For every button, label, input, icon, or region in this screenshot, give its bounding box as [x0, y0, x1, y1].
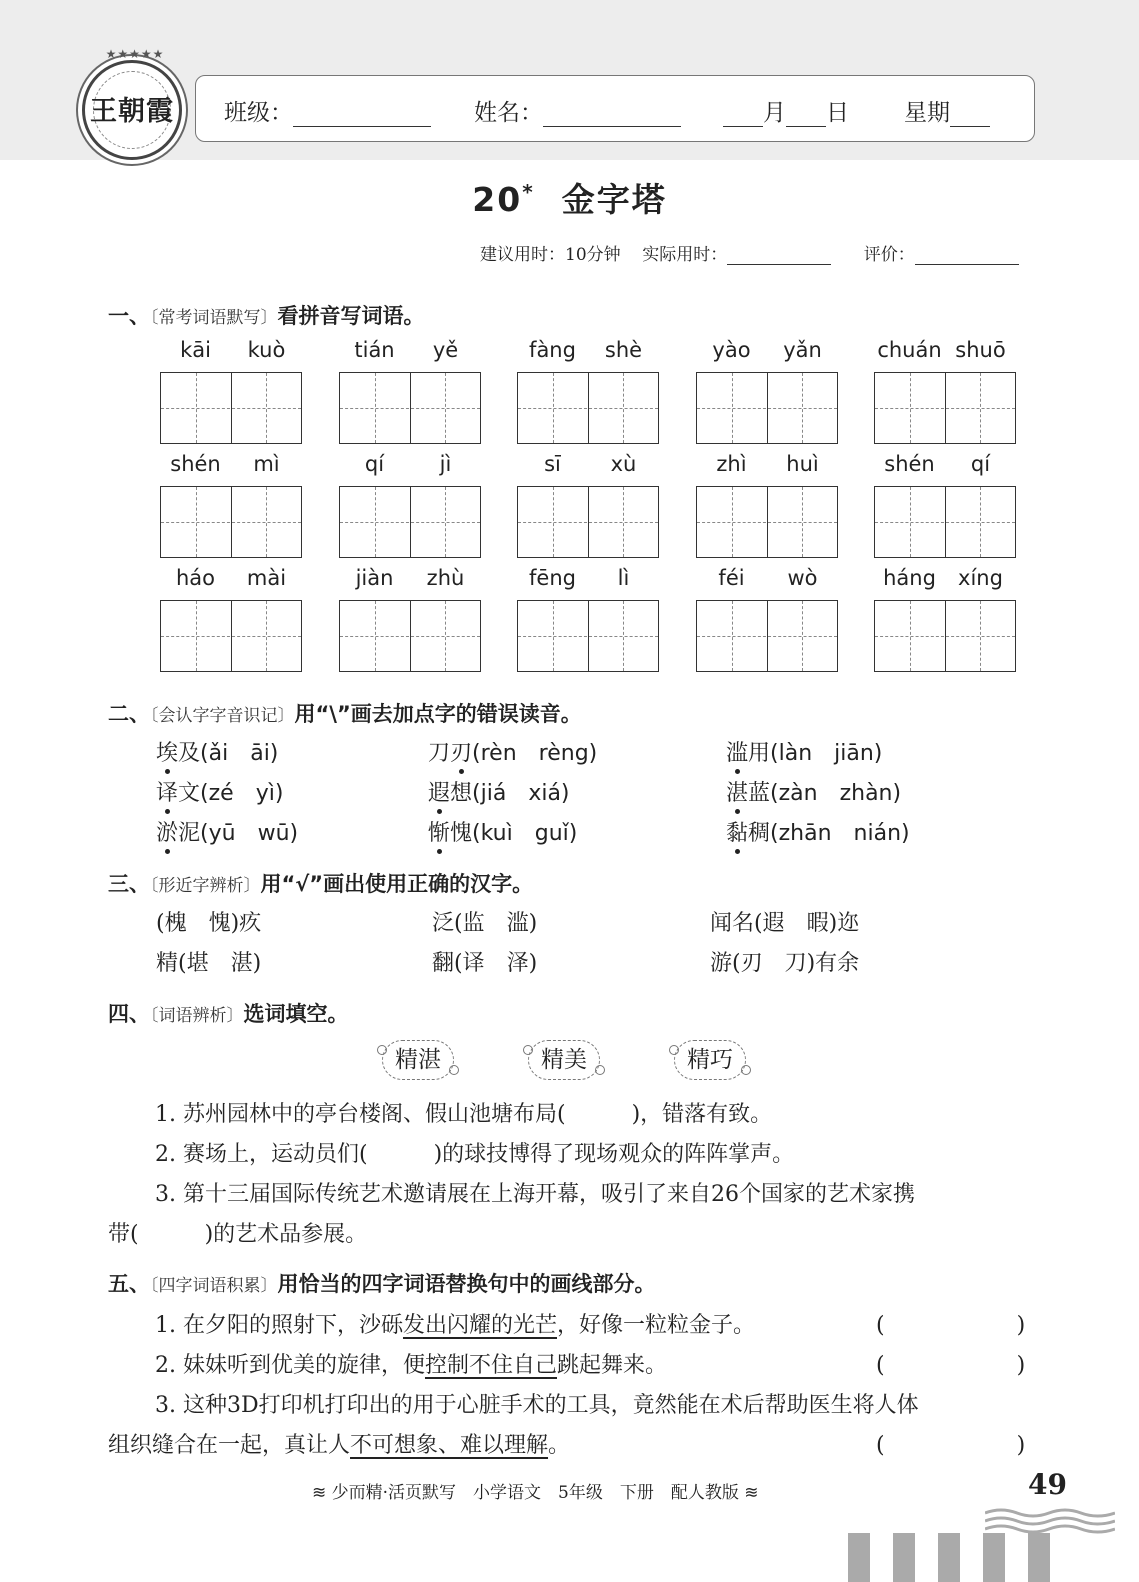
- writing-grid-cell[interactable]: [696, 600, 838, 672]
- pinyin-options: (yū wū): [200, 821, 299, 846]
- pinyin-syllable: xù: [610, 452, 637, 476]
- pronunciation-item[interactable]: 滥用(làn jiān): [726, 736, 882, 767]
- page-number: 49: [1028, 1468, 1067, 1501]
- month-label: 月: [763, 100, 786, 126]
- dotted-character: 黏: [726, 816, 748, 847]
- dotted-character: 滥: [726, 736, 748, 767]
- section-2-heading: 二、〔会认字字音识记〕用“\”画去加点字的错误读音。: [108, 702, 582, 726]
- pinyin-syllable: mì: [253, 452, 280, 476]
- edge-tab: [848, 1533, 870, 1582]
- char-choice-3[interactable]: 闻名(遐 暇)迩: [710, 911, 860, 936]
- pronunciation-item[interactable]: 惭愧(kuì guǐ): [428, 816, 577, 847]
- pinyin-syllable: yào: [712, 338, 751, 362]
- pinyin-syllable: zhì: [716, 452, 747, 476]
- pinyin-label: [339, 338, 539, 362]
- pronunciation-item[interactable]: 译文(zé yì): [156, 776, 283, 807]
- writing-grid-cell[interactable]: [339, 600, 481, 672]
- writing-grid-cell[interactable]: [517, 486, 659, 558]
- answer-paren-2[interactable]: ( ): [876, 1353, 1026, 1378]
- footer-text: ≋ 少而精·活页默写 小学语文 5年级 下册 配人教版 ≋: [312, 1483, 759, 1503]
- writing-grid-cell[interactable]: [517, 600, 659, 672]
- pinyin-options: (làn jiān): [770, 741, 883, 766]
- word-option-1: 精湛: [382, 1040, 454, 1080]
- pinyin-syllable: fàng: [529, 338, 576, 362]
- weekday-blank[interactable]: [950, 101, 990, 127]
- actual-time-blank[interactable]: [727, 247, 831, 265]
- pinyin-label: [160, 338, 360, 362]
- char-choice-5[interactable]: 翻(译 泽): [432, 951, 538, 976]
- pronunciation-item[interactable]: 淤泥(yū wū): [156, 816, 298, 847]
- writing-grid-cell[interactable]: [339, 486, 481, 558]
- pronunciation-item[interactable]: 埃及(ǎi āi): [156, 736, 278, 767]
- evaluation-label: 评价：: [863, 245, 915, 265]
- pinyin-options: (zàn zhàn): [770, 781, 902, 806]
- pinyin-syllable: huì: [786, 452, 819, 476]
- pinyin-syllable: yě: [432, 338, 459, 362]
- writing-grid-cell[interactable]: [874, 486, 1016, 558]
- char-choice-2[interactable]: 泛(监 滥): [432, 911, 538, 936]
- name-label: 姓名：: [474, 100, 543, 126]
- month-blank[interactable]: [723, 101, 763, 127]
- pinyin-syllable: yǎn: [783, 338, 822, 362]
- pinyin-label: [874, 566, 1074, 590]
- logo-stars-icon: ★★★★★: [105, 47, 165, 61]
- underlined-phrase-1: 发出闪耀的光芒: [402, 1313, 557, 1338]
- edge-tab: [893, 1533, 915, 1582]
- pinyin-syllable: qí: [364, 452, 385, 476]
- replace-question-3a: 3. 这种3D打印机打印出的用于心脏手术的工具，竟然能在术后帮助医生将人体: [155, 1393, 919, 1418]
- pinyin-options: (kuì guǐ): [472, 821, 578, 846]
- replace-question-3b: 组织缝合在一起，真让人不可想象、难以理解。: [108, 1433, 571, 1458]
- word-option-2: 精美: [528, 1040, 600, 1080]
- pinyin-syllable: chuán: [877, 338, 942, 362]
- char-choice-1[interactable]: (槐 愧)疚: [156, 911, 262, 936]
- pinyin-options: (jiá xiá): [472, 781, 570, 806]
- dotted-character: 译: [156, 776, 178, 807]
- student-info-box: [195, 75, 1035, 142]
- replace-question-2: 2. 妹妹听到优美的旋律，便控制不住自己跳起舞来。: [155, 1353, 668, 1378]
- actual-time-label: 实际用时：: [642, 245, 728, 265]
- pinyin-label: [696, 566, 896, 590]
- weekday-label: 星期: [904, 100, 950, 126]
- name-field: [474, 94, 681, 127]
- pinyin-syllable: féi: [718, 566, 745, 590]
- class-field: [224, 94, 431, 127]
- pinyin-label: [339, 566, 539, 590]
- pinyin-syllable: qí: [970, 452, 991, 476]
- writing-grid-cell[interactable]: [339, 372, 481, 444]
- pinyin-label: [517, 338, 717, 362]
- pinyin-options: (rèn rèng): [472, 741, 598, 766]
- pronunciation-item[interactable]: 遐想(jiá xiá): [428, 776, 570, 807]
- writing-grid-cell[interactable]: [160, 600, 302, 672]
- pinyin-syllable: mài: [246, 566, 287, 590]
- pinyin-syllable: fēng: [529, 566, 576, 590]
- pinyin-label: [339, 452, 539, 476]
- replace-question-1: 1. 在夕阳的照射下，沙砾发出闪耀的光芒，好像一粒粒金子。: [155, 1313, 756, 1338]
- name-blank[interactable]: [543, 101, 681, 127]
- publisher-logo: [82, 47, 182, 160]
- timing-line: [480, 240, 1019, 265]
- dotted-character: 湛: [726, 776, 748, 807]
- section-4-heading: 四、〔词语辨析〕选词填空。: [108, 1002, 349, 1026]
- char-choice-6[interactable]: 游(刃 刀)有余: [710, 951, 860, 976]
- writing-grid-cell[interactable]: [874, 600, 1016, 672]
- pinyin-options: (zé yì): [200, 781, 284, 806]
- section-1-heading: 一、〔常考词语默写〕看拼音写词语。: [108, 304, 425, 328]
- pronunciation-item[interactable]: 湛蓝(zàn zhàn): [726, 776, 901, 807]
- pinyin-syllable: kuò: [247, 338, 286, 362]
- class-blank[interactable]: [293, 101, 431, 127]
- pinyin-syllable: zhù: [426, 566, 465, 590]
- writing-grid-cell[interactable]: [874, 372, 1016, 444]
- pinyin-syllable: shè: [604, 338, 643, 362]
- class-label: 班级：: [224, 100, 293, 126]
- writing-grid-cell[interactable]: [517, 372, 659, 444]
- edge-tab: [1028, 1533, 1050, 1582]
- pinyin-label: [160, 452, 360, 476]
- pinyin-syllable: xíng: [958, 566, 1003, 590]
- wave-decoration-icon: [985, 1505, 1115, 1535]
- answer-paren-1[interactable]: ( ): [876, 1313, 1026, 1338]
- pinyin-label: [696, 452, 896, 476]
- edge-tab: [983, 1533, 1005, 1582]
- logo-text: 王朝霞: [90, 96, 174, 127]
- writing-grid-cell[interactable]: [696, 486, 838, 558]
- pinyin-syllable: lì: [617, 566, 630, 590]
- pinyin-syllable: háo: [175, 566, 216, 590]
- dotted-character: 遐: [428, 776, 450, 807]
- pinyin-syllable: tián: [354, 338, 395, 362]
- dotted-character: 刃: [450, 736, 472, 767]
- pronunciation-item[interactable]: 刀刃(rèn rèng): [428, 736, 597, 767]
- day-blank[interactable]: [786, 101, 826, 127]
- fill-question-3a: 3. 第十三届国际传统艺术邀请展在上海开幕，吸引了来自26个国家的艺术家携: [155, 1182, 915, 1207]
- pinyin-syllable: sī: [544, 452, 561, 476]
- pinyin-syllable: kāi: [180, 338, 211, 362]
- section-5-heading: 五、〔四字词语积累〕用恰当的四字词语替换句中的画线部分。: [108, 1272, 656, 1296]
- pinyin-syllable: shén: [170, 452, 221, 476]
- pinyin-syllable: jiàn: [355, 566, 394, 590]
- underlined-phrase-3: 不可想象、难以理解: [350, 1433, 549, 1458]
- pinyin-label: [160, 566, 360, 590]
- dotted-character: 埃: [156, 736, 178, 767]
- underlined-phrase-2: 控制不住自己: [424, 1353, 557, 1378]
- edge-tab: [938, 1533, 960, 1582]
- word-option-3: 精巧: [674, 1040, 746, 1080]
- date-field: [723, 94, 849, 127]
- pinyin-options: (ǎi āi): [200, 741, 279, 766]
- evaluation-blank[interactable]: [915, 247, 1019, 265]
- pinyin-label: [696, 338, 896, 362]
- pinyin-syllable: shén: [884, 452, 935, 476]
- pinyin-label: [517, 452, 717, 476]
- pinyin-label: [517, 566, 717, 590]
- dotted-character: 惭: [428, 816, 450, 847]
- pinyin-options: (zhān nián): [770, 821, 910, 846]
- lesson-title: 20* 金字塔: [472, 180, 667, 219]
- pronunciation-item[interactable]: 黏稠(zhān nián): [726, 816, 910, 847]
- pinyin-label: [874, 452, 1074, 476]
- answer-paren-3[interactable]: ( ): [876, 1433, 1026, 1458]
- writing-grid-cell[interactable]: [696, 372, 838, 444]
- suggested-time: 建议用时：10分钟: [480, 245, 621, 265]
- fill-question-1[interactable]: 1. 苏州园林中的亭台楼阁、假山池塘布局( )，错落有致。: [155, 1102, 773, 1127]
- char-choice-4[interactable]: 精(堪 湛): [156, 951, 262, 976]
- fill-question-2[interactable]: 2. 赛场上，运动员们( )的球技博得了现场观众的阵阵掌声。: [155, 1142, 795, 1167]
- pinyin-syllable: jì: [439, 452, 452, 476]
- section-3-heading: 三、〔形近字辨析〕用“√”画出使用正确的汉字。: [108, 872, 534, 896]
- writing-grid-cell[interactable]: [160, 486, 302, 558]
- pinyin-syllable: wò: [787, 566, 818, 590]
- weekday-field: [904, 94, 990, 127]
- pinyin-syllable: háng: [883, 566, 936, 590]
- pinyin-label: [874, 338, 1074, 362]
- day-label: 日: [826, 100, 849, 126]
- dotted-character: 淤: [156, 816, 178, 847]
- writing-grid-cell[interactable]: [160, 372, 302, 444]
- fill-question-3b[interactable]: 带( )的艺术品参展。: [108, 1222, 368, 1247]
- pinyin-syllable: shuō: [955, 338, 1006, 362]
